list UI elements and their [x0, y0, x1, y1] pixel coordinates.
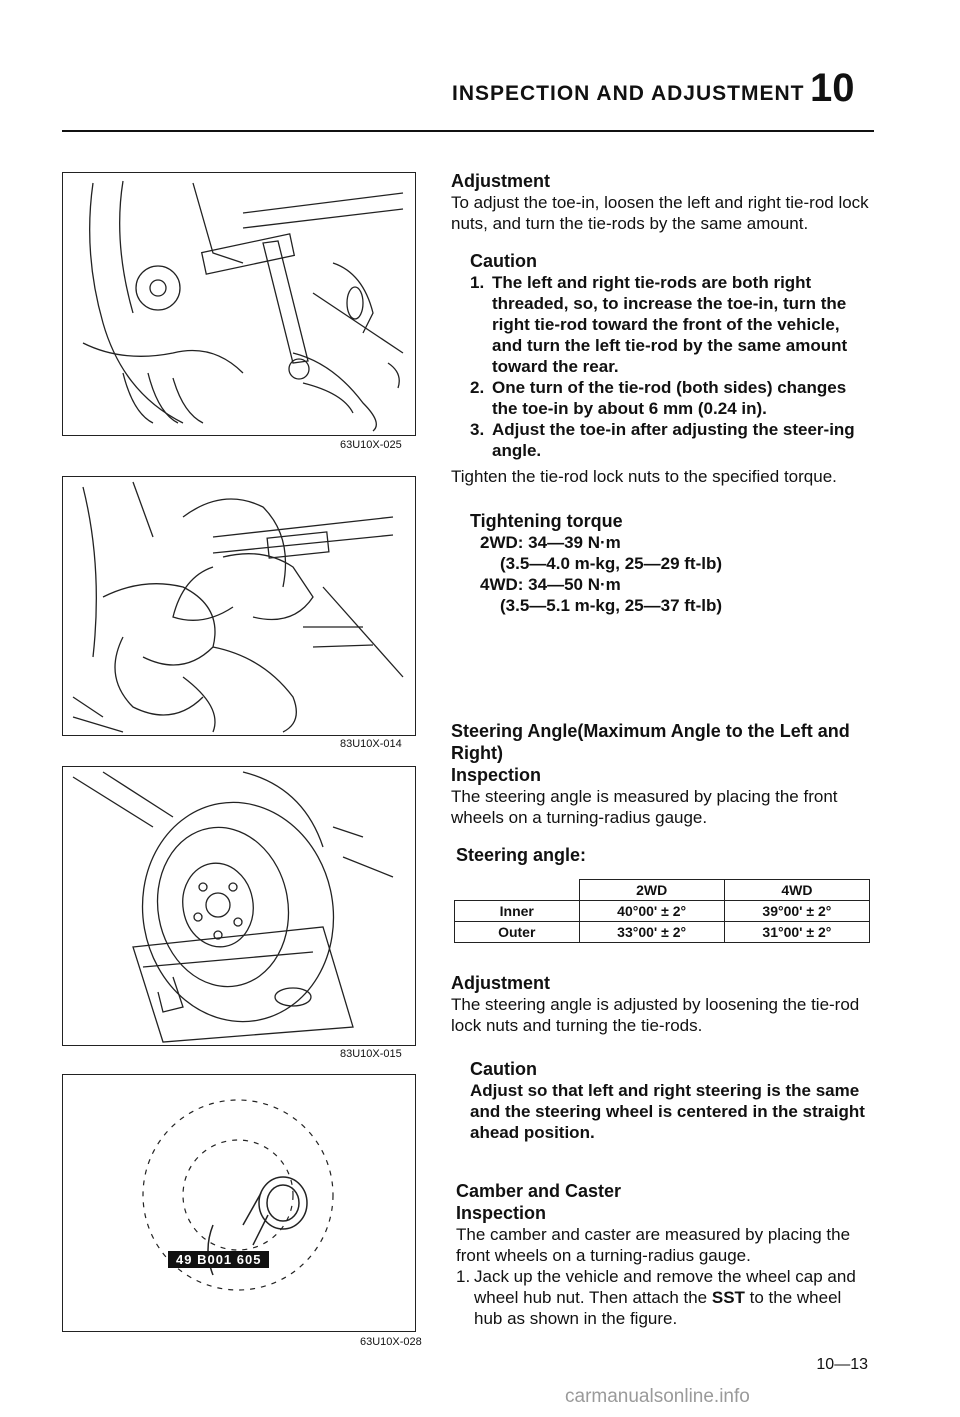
camber-caster-section — [456, 1180, 874, 1329]
table-cell: 31°00' ± 2° — [724, 922, 869, 943]
table-cell — [455, 880, 580, 901]
steering-angle-table — [454, 879, 870, 943]
lock-nut-illustration — [63, 477, 415, 735]
inspection-heading: Inspection — [456, 1203, 547, 1223]
steering-adjustment — [451, 972, 871, 1036]
torque-spec — [470, 510, 870, 616]
caution-heading: Caution — [470, 251, 537, 271]
tie-rod-wrench-illustration — [63, 173, 415, 435]
page-header-title: INSPECTION AND ADJUSTMENT — [452, 82, 805, 105]
table-cell: Inner — [455, 901, 580, 922]
steering-angle-section — [451, 720, 871, 828]
sst-hub-illustration — [63, 1075, 415, 1331]
table-row — [455, 922, 870, 943]
sst-part-number: 49 B001 605 — [168, 1251, 269, 1268]
torque-2wd: 2WD: 34—39 N·m — [480, 533, 621, 552]
table-header: 4WD — [724, 880, 869, 901]
step-text: to the wheel hub as shown in the figure. — [474, 1288, 842, 1328]
steering-caution — [470, 1058, 870, 1143]
torque-4wd-alt: (3.5—5.1 m-kg, 25—37 ft-lb) — [500, 596, 723, 615]
table-cell: 33°00' ± 2° — [579, 922, 724, 943]
body-text: To adjust the toe-in, loosen the left and right tie-rod lock nuts, and turn the tie-rods by the same amount. — [451, 193, 869, 233]
step-number: 1. — [456, 1267, 471, 1286]
steering-angle-label: Steering angle: — [456, 845, 587, 865]
body-text: The steering angle is adjusted by loosening the tie-rod lock nuts and turning the tie-rods. — [451, 995, 860, 1035]
table-cell: 40°00' ± 2° — [579, 901, 724, 922]
figure-sst-hub — [62, 1074, 416, 1332]
torque-2wd-alt: (3.5—4.0 m-kg, 25—29 ft-lb) — [500, 554, 723, 573]
sst-term: SST — [711, 1288, 745, 1307]
watermark: carmanualsonline.info — [565, 1386, 750, 1407]
figure-caption: 83U10X-014 — [340, 738, 402, 750]
body-text: The steering angle is measured by placing the front wheels on a turning-radius gauge. — [451, 787, 838, 827]
section-heading: Steering Angle(Maximum Angle to the Left and Right) — [451, 721, 850, 763]
caution-heading: Caution — [470, 1059, 537, 1079]
page-number: 10—13 — [816, 1356, 868, 1373]
inspection-heading: Inspection — [451, 765, 542, 785]
list-item — [456, 1266, 874, 1329]
caution-text: Adjust so that left and right steering is the same and the steering wheel is centered in the straight ahead position. — [470, 1081, 865, 1142]
figure-caption: 63U10X-028 — [360, 1336, 422, 1348]
figure-caption: 63U10X-025 — [340, 439, 402, 451]
section-heading: Camber and Caster — [456, 1181, 622, 1201]
table-cell: 39°00' ± 2° — [724, 901, 869, 922]
caution-item: 1. The left and right tie-rods are both right threaded, so, to increase the toe-in, turn the right tie-rod toward the front of the vehicle, and turn the left tie-rod by the same amount toward the rear. — [470, 273, 848, 376]
header-rule — [62, 130, 874, 132]
caution-item: 2. One turn of the tie-rod (both sides) changes the toe-in by about 6 mm (0.24 in). — [470, 378, 847, 418]
table-header: 2WD — [579, 880, 724, 901]
toe-adjustment-section — [451, 170, 871, 234]
figure-turning-radius-gauge — [62, 766, 416, 1046]
figure-lock-nut-loosen — [62, 476, 416, 736]
table-header-row — [455, 880, 870, 901]
section-heading: Adjustment — [451, 973, 550, 993]
toe-caution-block — [470, 250, 870, 461]
caution-item: 3. Adjust the toe-in after adjusting the steer-ing angle. — [470, 420, 855, 460]
turning-radius-gauge-illustration — [63, 767, 415, 1045]
section-number: 10 — [810, 66, 855, 110]
tighten-text: Tighten the tie-rod lock nuts to the specified torque. — [451, 467, 837, 486]
torque-heading: Tightening torque — [470, 511, 623, 531]
figure-tie-rod-wrench — [62, 172, 416, 436]
body-text: The camber and caster are measured by placing the front wheels on a turning-radius gauge. — [456, 1225, 851, 1265]
step-text: Jack up the vehicle and remove the wheel cap and wheel hub nut. Then attach the — [474, 1267, 856, 1307]
section-heading: Adjustment — [451, 171, 550, 191]
table-cell: Outer — [455, 922, 580, 943]
torque-4wd: 4WD: 34—50 N·m — [480, 575, 621, 594]
figure-caption: 83U10X-015 — [340, 1048, 402, 1060]
table-row — [455, 901, 870, 922]
